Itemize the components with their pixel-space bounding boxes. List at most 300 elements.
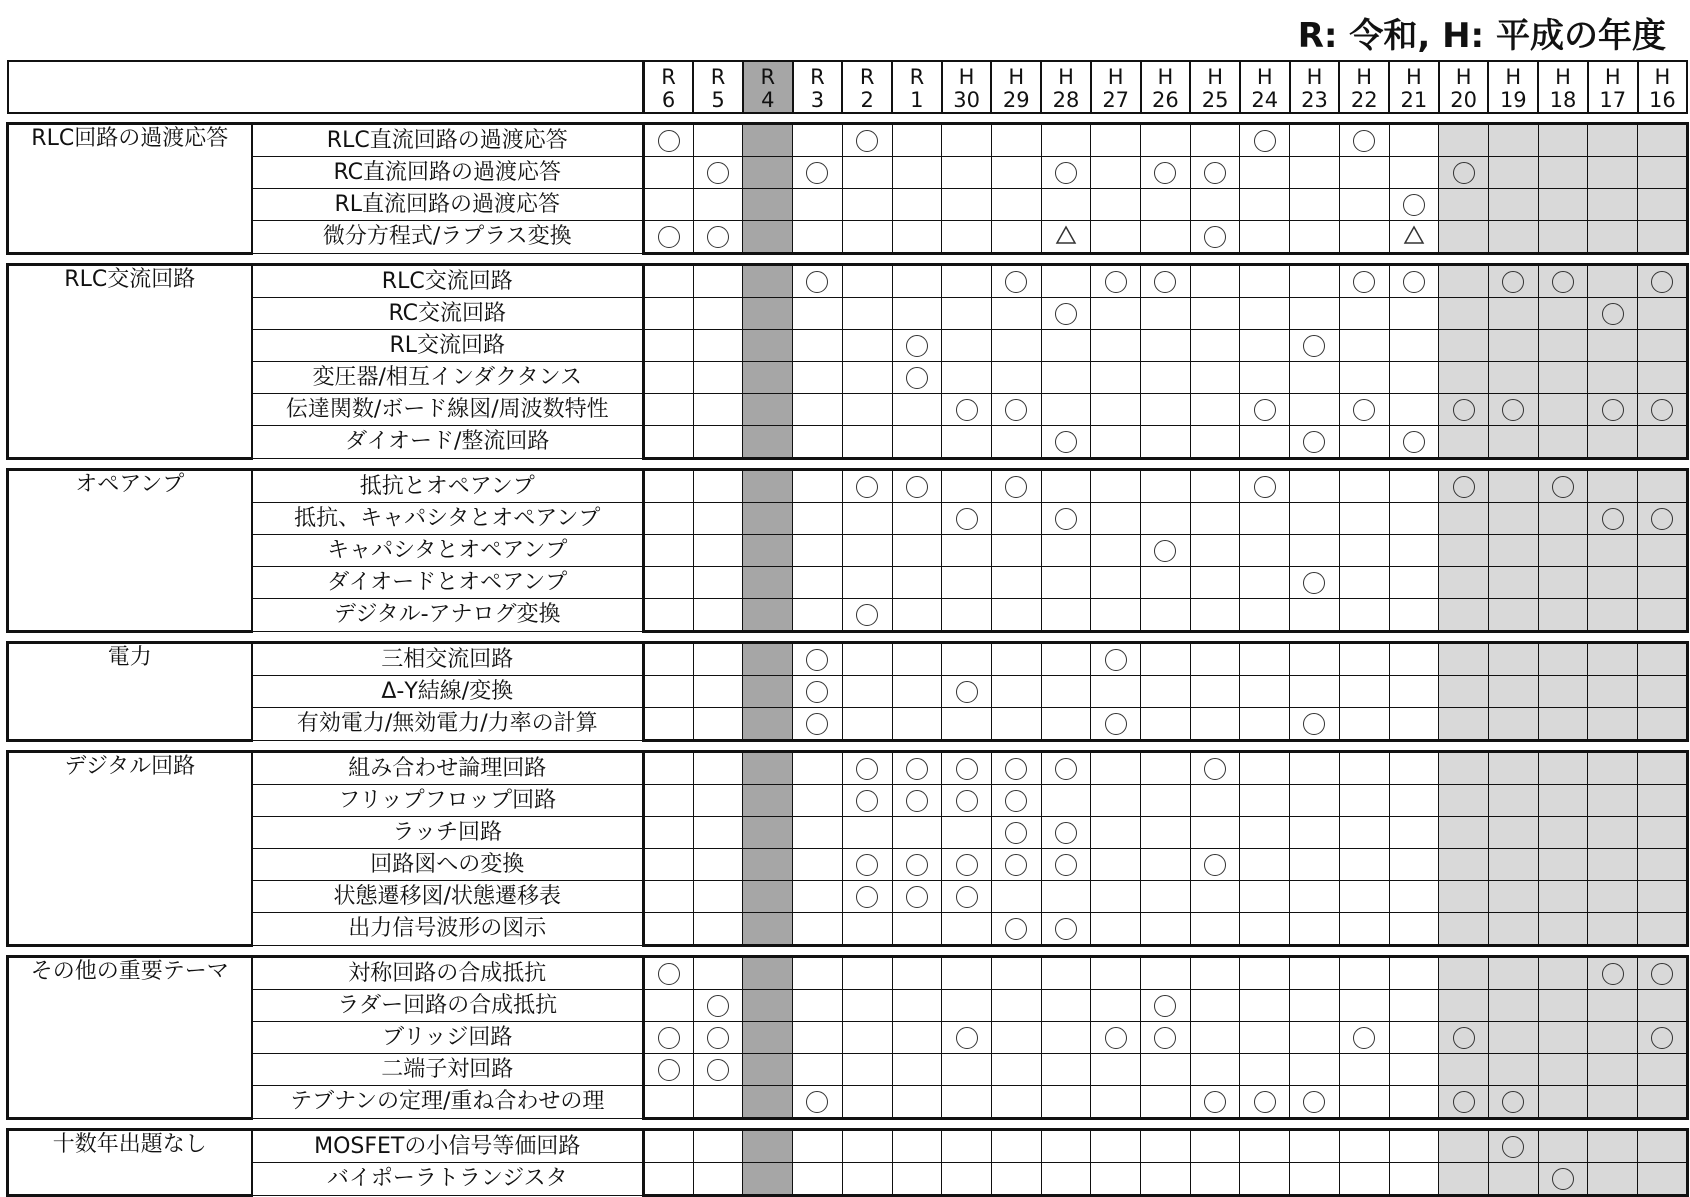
year-cell — [1588, 1022, 1638, 1054]
year-cell — [1339, 362, 1389, 394]
year-cell — [1389, 221, 1439, 254]
year-cell — [1091, 881, 1141, 913]
year-cell — [892, 1054, 942, 1086]
year-cell — [1488, 124, 1538, 157]
year-cell — [793, 221, 843, 254]
year-cell — [1190, 752, 1240, 785]
year-cell — [793, 1163, 843, 1196]
circle-mark-icon — [1353, 399, 1375, 421]
year-cell — [1389, 881, 1439, 913]
year-cell — [1389, 817, 1439, 849]
year-cell — [1141, 913, 1191, 946]
year-cell — [1339, 1130, 1389, 1163]
topic-label: テブナンの定理/重ね合わせの理 — [252, 1086, 644, 1119]
year-cell — [1240, 1054, 1290, 1086]
circle-mark-icon — [856, 130, 878, 152]
year-cell — [842, 708, 892, 741]
year-cell — [743, 1054, 793, 1086]
year-cell — [693, 567, 743, 599]
year-cell — [1091, 157, 1141, 189]
year-cell — [1439, 1054, 1489, 1086]
year-cell — [1041, 913, 1091, 946]
topic-label: 伝達関数/ボード線図/周波数特性 — [252, 394, 644, 426]
year-cell — [942, 221, 992, 254]
year-cell — [1638, 189, 1688, 221]
year-cell — [1041, 643, 1091, 676]
year-header-cell — [1538, 61, 1588, 113]
era-letter: H — [1008, 65, 1025, 89]
year-cell — [991, 1054, 1041, 1086]
year-cell — [1240, 957, 1290, 990]
year-header-cell — [1141, 61, 1191, 113]
year-cell — [793, 676, 843, 708]
year-cell — [991, 535, 1041, 567]
circle-mark-icon — [1105, 649, 1127, 671]
year-cell — [1240, 362, 1290, 394]
year-cell — [1538, 535, 1588, 567]
year-cell — [1240, 265, 1290, 298]
year-cell — [892, 157, 942, 189]
year-cell — [644, 1054, 694, 1086]
year-cell — [1638, 362, 1688, 394]
era-letter: H — [1107, 65, 1124, 89]
year-cell — [743, 913, 793, 946]
circle-mark-icon — [1552, 476, 1574, 498]
year-cell — [644, 221, 694, 254]
year-cell — [1439, 881, 1489, 913]
era-letter: H — [1207, 65, 1223, 89]
year-cell — [1041, 881, 1091, 913]
year-cell — [1588, 1086, 1638, 1119]
year-cell — [1141, 189, 1191, 221]
year-header-cell — [693, 61, 743, 113]
topic-label: 変圧器/相互インダクタンス — [252, 362, 644, 394]
year-cell — [1041, 817, 1091, 849]
year-header-cell — [793, 61, 843, 113]
year-cell — [892, 643, 942, 676]
year-cell — [892, 849, 942, 881]
circle-mark-icon — [658, 1059, 680, 1081]
year-cell — [1290, 535, 1340, 567]
year-cell — [1041, 676, 1091, 708]
year-cell — [644, 189, 694, 221]
circle-mark-icon — [1204, 854, 1226, 876]
year-cell — [1190, 330, 1240, 362]
year-cell — [842, 643, 892, 676]
year-cell — [842, 503, 892, 535]
year-cell — [991, 394, 1041, 426]
year-cell — [842, 957, 892, 990]
year-cell — [644, 1022, 694, 1054]
year-cell — [892, 330, 942, 362]
year-cell — [1488, 189, 1538, 221]
era-letter: H — [958, 65, 975, 89]
year-cell — [1290, 643, 1340, 676]
circle-mark-icon — [1055, 918, 1077, 940]
year-header-cell — [942, 61, 992, 113]
era-letter: H — [1157, 65, 1174, 89]
topic-label: RL交流回路 — [252, 330, 644, 362]
topic-row — [8, 957, 1688, 990]
year-cell — [1488, 752, 1538, 785]
year-number: 16 — [1649, 88, 1676, 112]
circle-mark-icon — [1154, 162, 1176, 184]
year-cell — [942, 394, 992, 426]
year-cell — [743, 503, 793, 535]
year-cell — [1091, 817, 1141, 849]
circle-mark-icon — [1254, 130, 1276, 152]
year-cell — [1141, 676, 1191, 708]
year-cell — [1538, 849, 1588, 881]
year-cell — [1190, 189, 1240, 221]
era-letter: H — [1555, 65, 1571, 89]
year-cell — [1638, 1054, 1688, 1086]
year-cell — [1190, 157, 1240, 189]
topic-label: 抵抗とオペアンプ — [252, 470, 644, 503]
year-cell — [1091, 708, 1141, 741]
topic-row — [8, 470, 1688, 503]
year-cell — [1091, 849, 1141, 881]
year-cell — [1439, 298, 1489, 330]
era-letter: H — [1406, 65, 1422, 89]
year-cell — [693, 913, 743, 946]
circle-mark-icon — [856, 790, 878, 812]
year-cell — [991, 785, 1041, 817]
year-cell — [1389, 298, 1439, 330]
year-cell — [1190, 298, 1240, 330]
circle-mark-icon — [1204, 758, 1226, 780]
year-cell — [1091, 330, 1141, 362]
circle-mark-icon — [1303, 431, 1325, 453]
year-cell — [842, 785, 892, 817]
era-letter: R — [859, 65, 875, 89]
year-cell — [842, 676, 892, 708]
year-cell — [1389, 362, 1439, 394]
year-cell — [1290, 330, 1340, 362]
era-letter: H — [1604, 65, 1621, 89]
year-cell — [842, 1086, 892, 1119]
year-cell — [991, 1022, 1041, 1054]
year-cell — [1538, 913, 1588, 946]
year-cell — [743, 1163, 793, 1196]
year-cell — [1091, 1022, 1141, 1054]
year-cell — [842, 470, 892, 503]
year-cell — [842, 1130, 892, 1163]
year-header-row — [8, 61, 1688, 113]
year-cell — [1638, 124, 1688, 157]
circle-mark-icon — [1303, 1091, 1325, 1113]
year-cell — [892, 881, 942, 913]
year-cell — [793, 298, 843, 330]
year-cell — [1339, 567, 1389, 599]
year-cell — [793, 567, 843, 599]
year-cell — [1240, 599, 1290, 632]
year-cell — [1141, 470, 1191, 503]
year-cell — [1638, 157, 1688, 189]
year-cell — [942, 1086, 992, 1119]
year-cell — [743, 708, 793, 741]
year-cell — [1141, 265, 1191, 298]
topic-row — [8, 221, 1688, 254]
year-cell — [1190, 394, 1240, 426]
year-number: 23 — [1301, 88, 1328, 112]
year-cell — [1488, 221, 1538, 254]
circle-mark-icon — [856, 886, 878, 908]
year-header-cell — [991, 61, 1041, 113]
year-cell — [793, 1054, 843, 1086]
year-cell — [1389, 752, 1439, 785]
year-header-cell — [1339, 61, 1389, 113]
circle-mark-icon — [658, 130, 680, 152]
year-number: 20 — [1450, 88, 1477, 112]
year-cell — [1389, 330, 1439, 362]
year-number: 27 — [1102, 88, 1130, 112]
topic-row — [8, 913, 1688, 946]
year-header-cell — [644, 61, 694, 113]
category-label: デジタル回路 — [8, 752, 252, 946]
year-cell — [644, 957, 694, 990]
year-cell — [793, 817, 843, 849]
year-cell — [743, 567, 793, 599]
year-number: 4 — [761, 88, 775, 112]
year-cell — [1041, 298, 1091, 330]
year-cell — [1638, 1163, 1688, 1196]
year-cell — [942, 189, 992, 221]
year-cell — [1141, 643, 1191, 676]
year-cell — [842, 1163, 892, 1196]
year-cell — [793, 189, 843, 221]
year-cell — [1290, 1130, 1340, 1163]
year-cell — [644, 599, 694, 632]
topic-row — [8, 599, 1688, 632]
circle-mark-icon — [1602, 963, 1624, 985]
year-cell — [1290, 567, 1340, 599]
year-cell — [1240, 535, 1290, 567]
year-cell — [1240, 298, 1290, 330]
circle-mark-icon — [1353, 130, 1375, 152]
topic-label: MOSFETの小信号等価回路 — [252, 1130, 644, 1163]
year-cell — [1091, 1163, 1141, 1196]
year-cell — [1538, 708, 1588, 741]
year-number: 17 — [1599, 88, 1627, 112]
topic-row — [8, 676, 1688, 708]
year-cell — [1190, 849, 1240, 881]
year-cell — [1638, 298, 1688, 330]
year-cell — [1141, 330, 1191, 362]
group-spacer — [8, 1119, 1688, 1130]
year-cell — [1588, 1130, 1638, 1163]
circle-mark-icon — [956, 1027, 978, 1049]
year-cell — [1240, 394, 1290, 426]
year-cell — [892, 189, 942, 221]
year-cell — [1091, 503, 1141, 535]
year-cell — [1091, 643, 1141, 676]
circle-mark-icon — [1254, 399, 1276, 421]
circle-mark-icon — [1204, 1091, 1226, 1113]
circle-mark-icon — [856, 854, 878, 876]
year-cell — [1638, 752, 1688, 785]
year-cell — [1141, 298, 1191, 330]
year-header-cell — [842, 61, 892, 113]
circle-mark-icon — [1055, 508, 1077, 530]
year-cell — [892, 676, 942, 708]
year-cell — [1439, 265, 1489, 298]
year-cell — [1488, 362, 1538, 394]
year-cell — [1488, 426, 1538, 459]
topic-label: ラダー回路の合成抵抗 — [252, 990, 644, 1022]
year-cell — [1488, 881, 1538, 913]
exam-topic-table — [6, 60, 1689, 1197]
year-cell — [1588, 330, 1638, 362]
year-cell — [991, 157, 1041, 189]
year-cell — [1339, 849, 1389, 881]
circle-mark-icon — [806, 1091, 828, 1113]
year-cell — [693, 1022, 743, 1054]
year-cell — [1638, 1130, 1688, 1163]
year-cell — [1190, 265, 1240, 298]
year-cell — [1190, 535, 1240, 567]
year-cell — [1588, 708, 1638, 741]
year-cell — [693, 957, 743, 990]
year-cell — [1488, 157, 1538, 189]
year-cell — [793, 913, 843, 946]
year-cell — [693, 881, 743, 913]
year-cell — [1588, 676, 1638, 708]
year-cell — [1339, 265, 1389, 298]
year-cell — [1538, 599, 1588, 632]
year-cell — [1588, 849, 1638, 881]
circle-mark-icon — [1005, 758, 1027, 780]
year-cell — [1190, 881, 1240, 913]
topic-row — [8, 785, 1688, 817]
year-cell — [793, 1130, 843, 1163]
year-cell — [1190, 990, 1240, 1022]
year-cell — [1389, 124, 1439, 157]
category-label: オペアンプ — [8, 470, 252, 632]
year-cell — [1190, 567, 1240, 599]
year-cell — [1339, 817, 1389, 849]
year-cell — [693, 189, 743, 221]
year-cell — [743, 394, 793, 426]
year-cell — [1439, 990, 1489, 1022]
circle-mark-icon — [1453, 1027, 1475, 1049]
year-cell — [991, 221, 1041, 254]
topic-row — [8, 426, 1688, 459]
year-header-cell — [1190, 61, 1240, 113]
topic-row — [8, 394, 1688, 426]
year-cell — [942, 426, 992, 459]
year-cell — [991, 124, 1041, 157]
circle-mark-icon — [906, 367, 928, 389]
topic-row — [8, 708, 1688, 741]
year-cell — [892, 535, 942, 567]
year-cell — [1141, 708, 1191, 741]
year-cell — [1588, 124, 1638, 157]
year-cell — [1389, 1022, 1439, 1054]
year-cell — [1141, 567, 1191, 599]
year-cell — [1091, 535, 1141, 567]
year-cell — [793, 1086, 843, 1119]
year-cell — [892, 708, 942, 741]
topic-label: キャパシタとオペアンプ — [252, 535, 644, 567]
year-cell — [892, 503, 942, 535]
year-cell — [693, 157, 743, 189]
circle-mark-icon — [1055, 822, 1077, 844]
year-cell — [743, 298, 793, 330]
circle-mark-icon — [906, 886, 928, 908]
category-label: その他の重要テーマ — [8, 957, 252, 1119]
group-spacer — [8, 946, 1688, 957]
year-cell — [1439, 567, 1489, 599]
year-cell — [1041, 157, 1091, 189]
year-cell — [1488, 1054, 1538, 1086]
year-cell — [892, 394, 942, 426]
year-cell — [1339, 1054, 1389, 1086]
year-header-cell — [1091, 61, 1141, 113]
circle-mark-icon — [1005, 822, 1027, 844]
year-cell — [892, 957, 942, 990]
year-number: 28 — [1052, 88, 1080, 112]
year-cell — [1240, 1022, 1290, 1054]
year-cell — [991, 330, 1041, 362]
year-cell — [1638, 1022, 1688, 1054]
year-cell — [644, 676, 694, 708]
circle-mark-icon — [1453, 476, 1475, 498]
circle-mark-icon — [806, 649, 828, 671]
topic-label: 対称回路の合成抵抗 — [252, 957, 644, 990]
year-cell — [1339, 676, 1389, 708]
year-cell — [1091, 913, 1141, 946]
year-cell — [644, 708, 694, 741]
year-cell — [693, 298, 743, 330]
year-cell — [644, 849, 694, 881]
year-cell — [1339, 708, 1389, 741]
year-cell — [1389, 426, 1439, 459]
year-cell — [1638, 849, 1688, 881]
circle-mark-icon — [1502, 399, 1524, 421]
year-cell — [693, 330, 743, 362]
year-cell — [1190, 817, 1240, 849]
circle-mark-icon — [1105, 271, 1127, 293]
year-cell — [1488, 503, 1538, 535]
year-cell — [693, 1086, 743, 1119]
year-cell — [1091, 265, 1141, 298]
year-cell — [1538, 1130, 1588, 1163]
year-cell — [793, 265, 843, 298]
year-cell — [1240, 849, 1290, 881]
year-cell — [1091, 957, 1141, 990]
circle-mark-icon — [707, 1059, 729, 1081]
year-cell — [1091, 1130, 1141, 1163]
year-cell — [1588, 394, 1638, 426]
year-number: 18 — [1549, 88, 1577, 112]
circle-mark-icon — [1303, 713, 1325, 735]
topic-label: 組み合わせ論理回路 — [252, 752, 644, 785]
year-cell — [1190, 643, 1240, 676]
circle-mark-icon — [1552, 271, 1574, 293]
year-cell — [1439, 676, 1489, 708]
year-cell — [942, 643, 992, 676]
year-cell — [1588, 881, 1638, 913]
year-cell — [693, 1163, 743, 1196]
year-cell — [1141, 1054, 1191, 1086]
year-cell — [842, 990, 892, 1022]
year-cell — [1091, 1086, 1141, 1119]
circle-mark-icon — [707, 1027, 729, 1049]
year-number: 2 — [860, 88, 874, 112]
year-cell — [644, 913, 694, 946]
year-cell — [1439, 330, 1489, 362]
